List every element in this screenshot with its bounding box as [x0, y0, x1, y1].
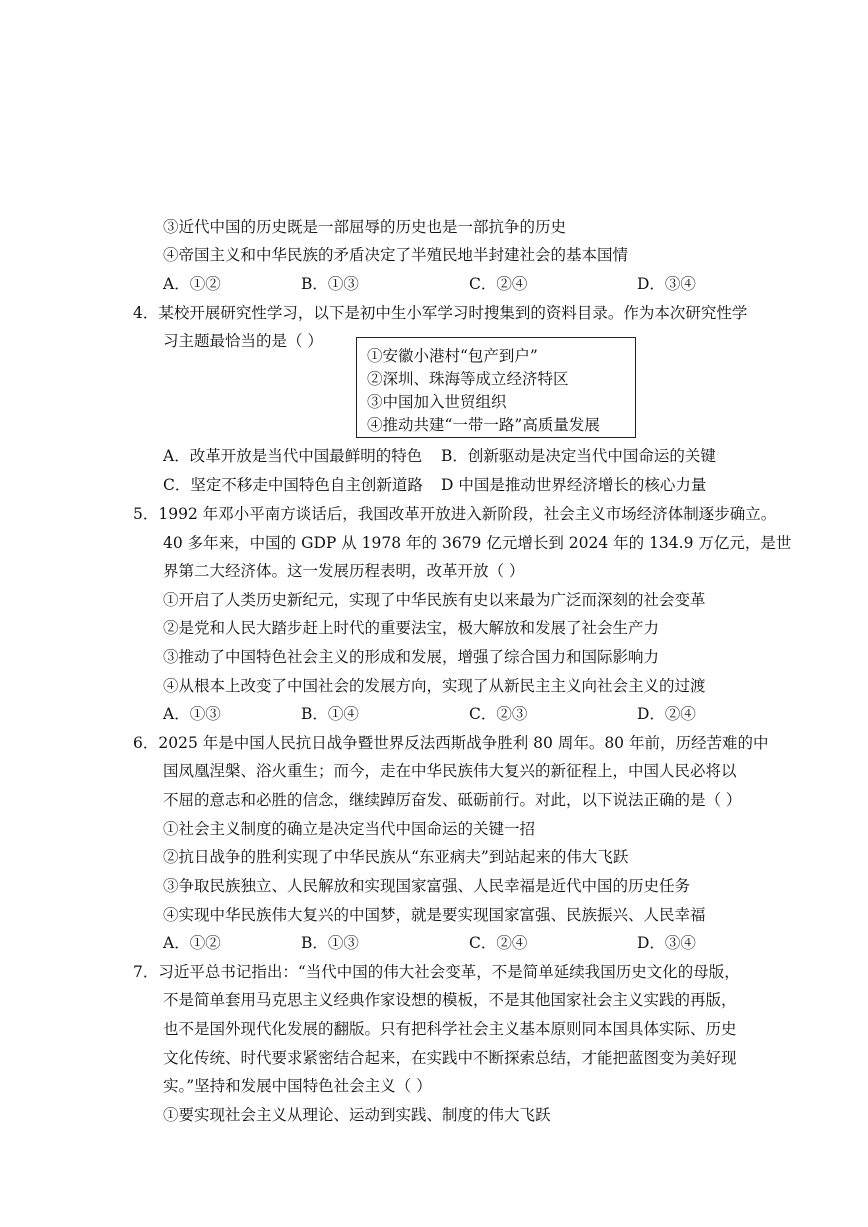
q5-option-c: C．②③	[469, 705, 528, 723]
q5-item-1: ①开启了人类历史新纪元，实现了中华民族有史以来最为广泛而深刻的社会变革	[163, 591, 706, 609]
q7-stem-line-3: 也不是国外现代化发展的翻版。只有把科学社会主义基本原则同本国具体实际、历史	[163, 1020, 737, 1038]
q6-item-1: ①社会主义制度的确立是决定当代中国命运的关键一招	[163, 820, 536, 838]
q6-item-4: ④实现中华民族伟大复兴的中国梦，就是要实现国家富强、民族振兴、人民幸福	[163, 906, 706, 924]
q5-stem-line-3: 界第二大经济体。这一发展历程表明，改革开放（ ）	[163, 562, 525, 580]
q4-material-box	[356, 337, 636, 438]
q6-stem-line-3: 不屈的意志和必胜的信念，继续踔厉奋发、砥砺前行。对此，以下说法正确的是（ ）	[163, 791, 742, 809]
q5-option-b: B．①④	[301, 705, 359, 723]
q7-stem-line-4: 文化传统、时代要求紧密结合起来，在实践中不断探索总结，才能把蓝图变为美好现	[163, 1049, 737, 1067]
q3-option-a: A．①②	[163, 275, 221, 293]
q4-option-b: B．创新驱动是决定当代中国命运的关键	[441, 447, 716, 465]
q3-option-d: D．③④	[637, 275, 696, 293]
q4-option-d: D 中国是推动世界经济增长的核心力量	[441, 476, 707, 494]
q5-item-2: ②是党和人民大踏步赶上时代的重要法宝，极大解放和发展了社会生产力	[163, 619, 660, 637]
q5-stem-line-1: 5．1992 年邓小平南方谈话后，我国改革开放进入新阶段，社会主义市场经济体制逐步确立。	[133, 505, 777, 523]
q5-item-3: ③推动了中国特色社会主义的形成和发展，增强了综合国力和国际影响力	[163, 648, 660, 666]
q4-option-a: A．改革开放是当代中国最鲜明的特色	[163, 447, 423, 465]
q7-stem-line-5: 实。”坚持和发展中国特色社会主义（ ）	[163, 1077, 432, 1095]
q6-option-b: B．①③	[301, 934, 359, 952]
q7-stem-line-1: 7．习近平总书记指出：“当代中国的伟大社会变革，不是简单延续我国历史文化的母版，	[133, 963, 740, 981]
q4-stem-line-1: 4．某校开展研究性学习，以下是初中生小军学习时搜集到的资料目录。作为本次研究性学	[133, 304, 748, 322]
q3-option-b: B．①③	[301, 275, 359, 293]
q6-stem-line-1: 6．2025 年是中国人民抗日战争暨世界反法西斯战争胜利 80 周年。80 年前，历经苦难的中	[133, 734, 769, 752]
q4-stem-line-2: 习主题最恰当的是（ ）	[163, 332, 323, 350]
q7-item-1: ①要实现社会主义从理论、运动到实践、制度的伟大飞跃	[163, 1106, 551, 1124]
q6-stem-line-2: 国凤凰涅槃、浴火重生；而今，走在中华民族伟大复兴的新征程上，中国人民必将以	[163, 762, 737, 780]
q6-item-2: ②抗日战争的胜利实现了中华民族从“东亚病夫”到站起来的伟大飞跃	[163, 848, 629, 866]
q4-box-item-3: ③中国加入世贸组织	[367, 393, 507, 411]
q5-option-a: A．①③	[163, 705, 221, 723]
q3-option-c: C．②④	[469, 275, 528, 293]
q6-option-c: C．②④	[469, 934, 528, 952]
q5-item-4: ④从根本上改变了中国社会的发展方向，实现了从新民主主义向社会主义的过渡	[163, 677, 706, 695]
q3-item-4: ④帝国主义和中华民族的矛盾决定了半殖民地半封建社会的基本国情	[163, 246, 629, 264]
q4-box-item-4: ④推动共建“一带一路”高质量发展	[367, 416, 600, 434]
q6-item-3: ③争取民族独立、人民解放和实现国家富强、人民幸福是近代中国的历史任务	[163, 877, 691, 895]
q4-option-c: C．坚定不移走中国特色自主创新道路	[163, 476, 423, 494]
q6-option-a: A．①②	[163, 934, 221, 952]
q5-stem-line-2: 40 多年来，中国的 GDP 从 1978 年的 3679 亿元增长到 2024 年的 134.9 万亿元，是世	[163, 534, 792, 552]
q4-box-item-2: ②深圳、珠海等成立经济特区	[367, 370, 569, 388]
q3-item-3: ③近代中国的历史既是一部屈辱的历史也是一部抗争的历史	[163, 218, 567, 236]
q6-option-d: D．③④	[637, 934, 696, 952]
q4-box-item-1: ①安徽小港村“包产到户”	[367, 347, 538, 365]
q5-option-d: D．②④	[637, 705, 696, 723]
q7-stem-line-2: 不是简单套用马克思主义经典作家设想的模板，不是其他国家社会主义实践的再版，	[163, 991, 737, 1009]
